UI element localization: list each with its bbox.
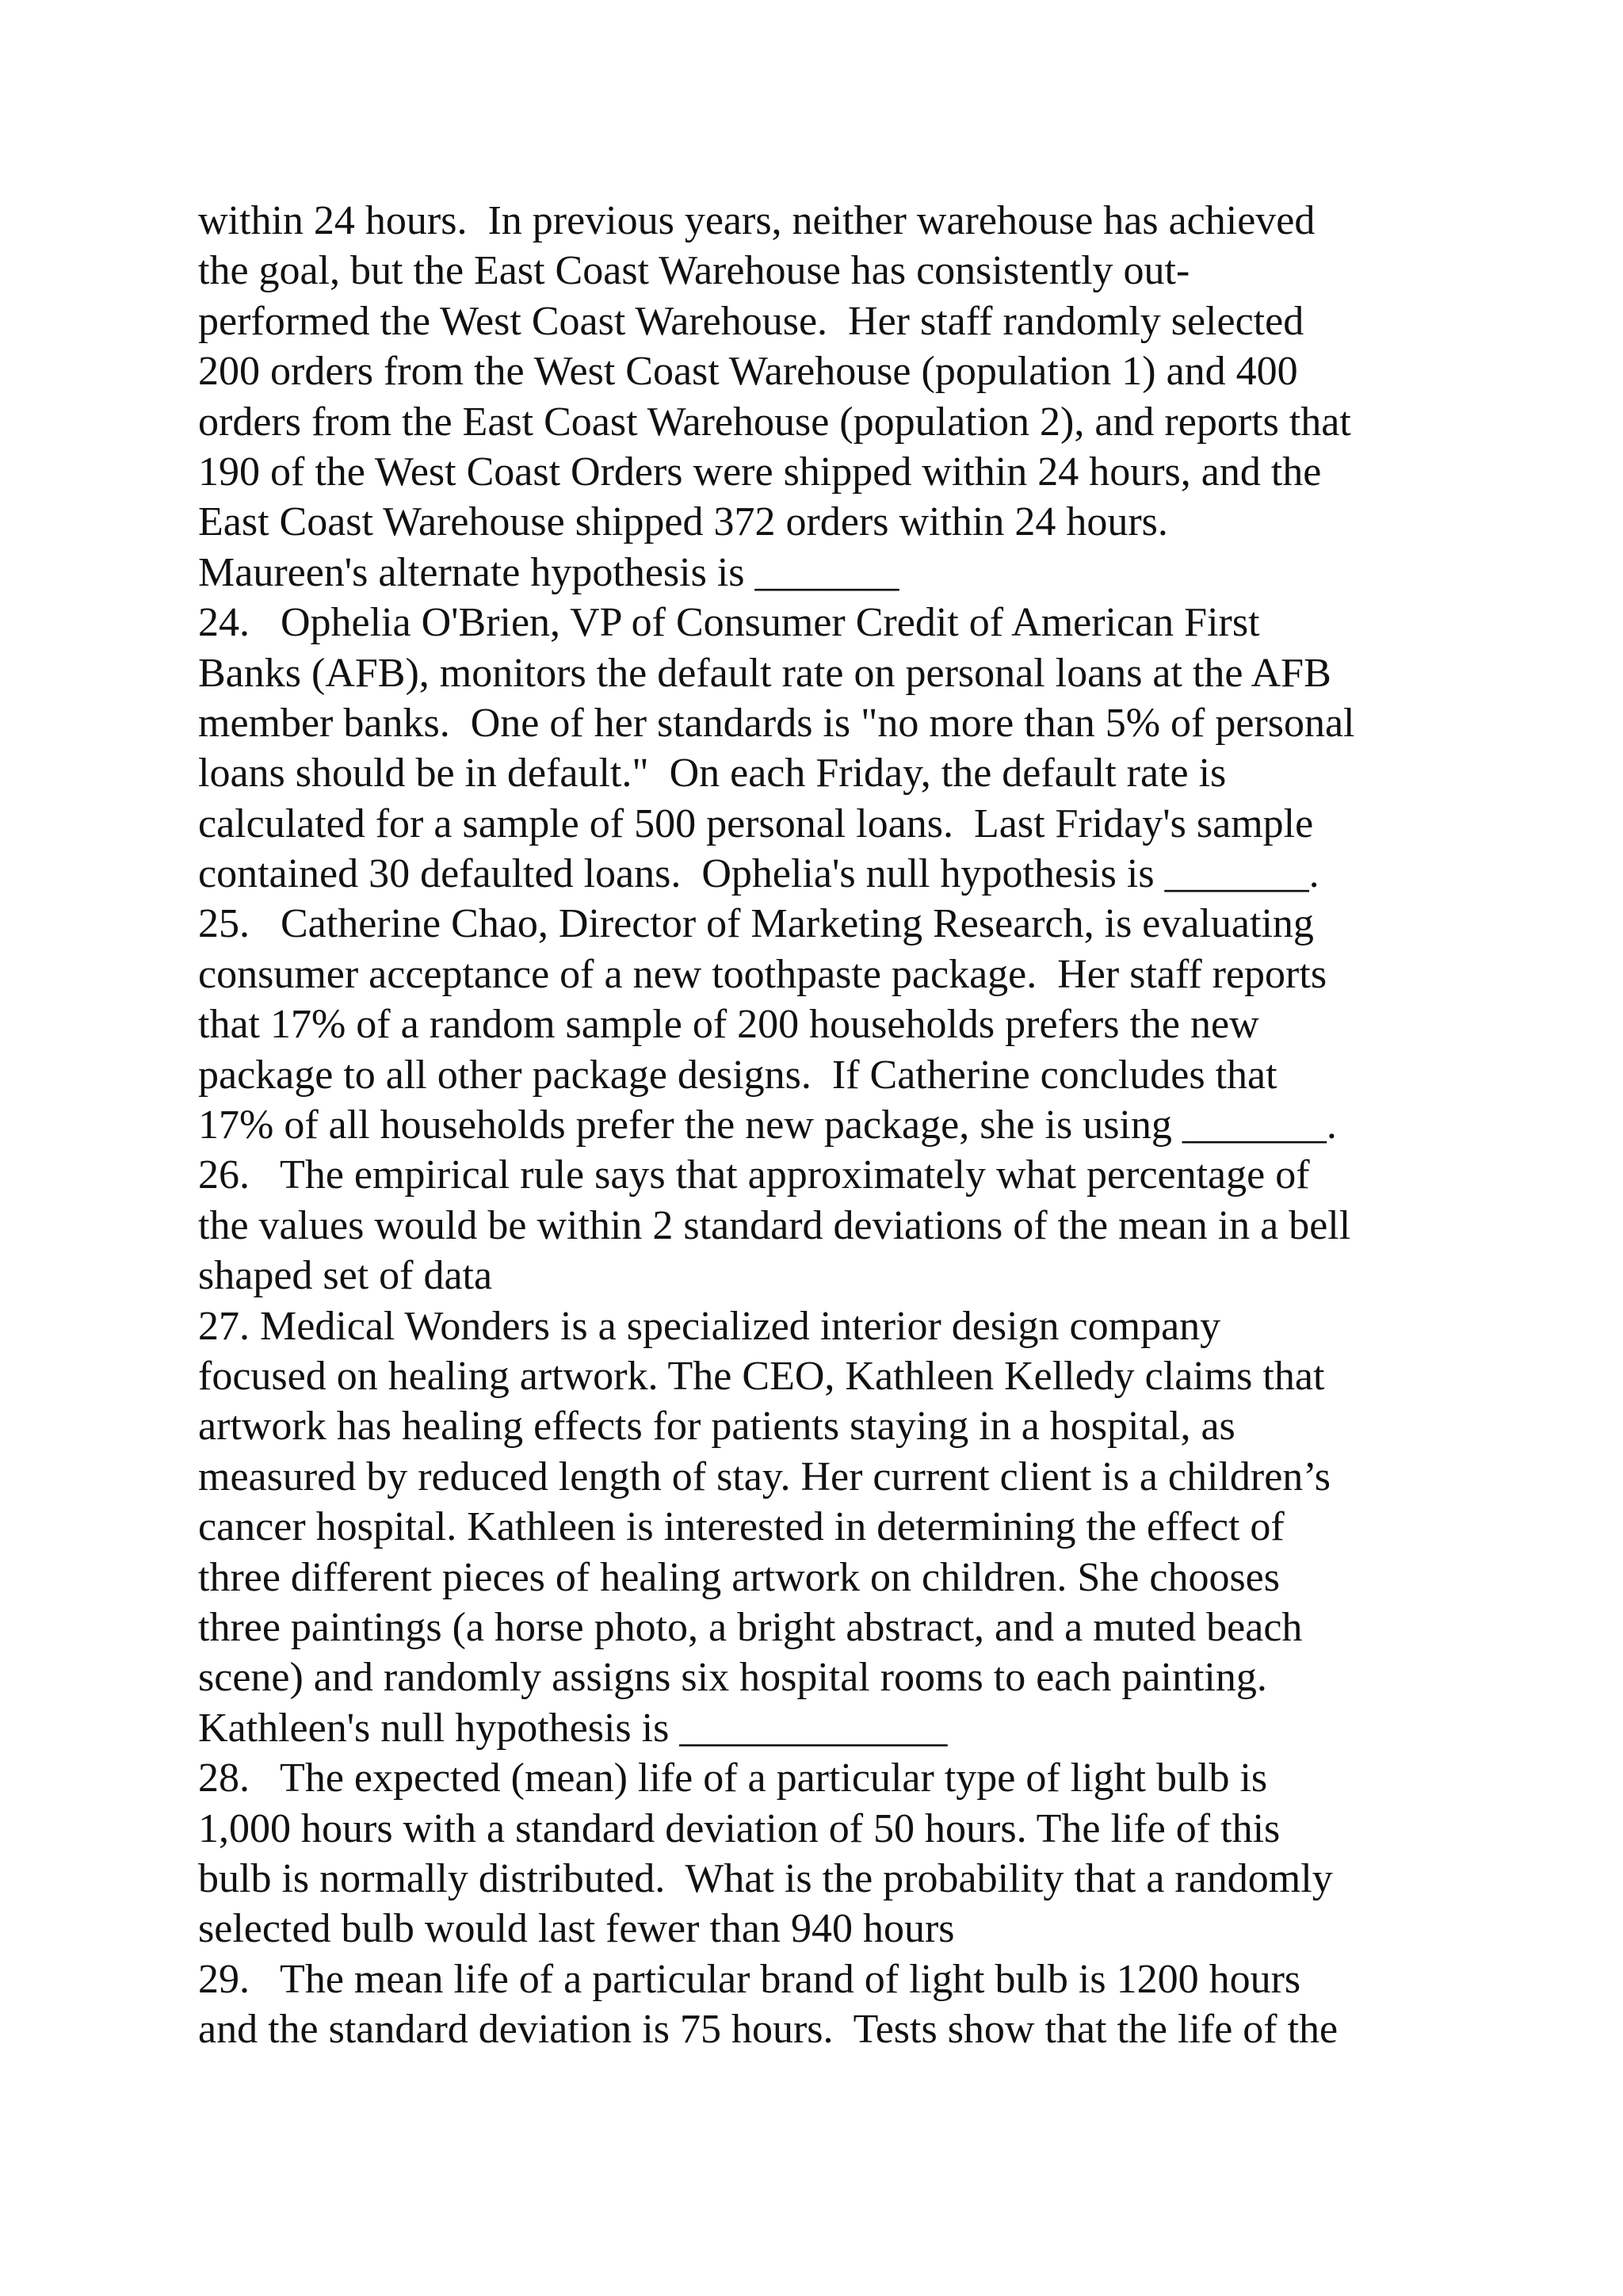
text-line: calculated for a sample of 500 personal loans. Last Friday's sample: [198, 800, 1314, 846]
text-line: 190 of the West Coast Orders were shipped within 24 hours, and the: [198, 449, 1322, 495]
text-line: within 24 hours. In previous years, neither warehouse has achieved: [198, 198, 1316, 243]
question-26-start: 26. The empirical rule says that approximately what percentage of: [198, 1152, 1310, 1198]
text-line: that 17% of a random sample of 200 households prefers the new: [198, 1002, 1259, 1048]
text-line: Maureen's alternate hypothesis is _______: [198, 549, 899, 595]
text-line: the goal, but the East Coast Warehouse has consistently out-: [198, 248, 1190, 294]
text-line: measured by reduced length of stay. Her current client is a children’s: [198, 1454, 1331, 1499]
text-line: focused on healing artwork. The CEO, Kathleen Kelledy claims that: [198, 1353, 1325, 1399]
text-line: orders from the East Coast Warehouse (population 2), and reports that: [198, 399, 1351, 445]
text-line: selected bulb would last fewer than 940 hours: [198, 1906, 955, 1952]
question-25-start: 25. Catherine Chao, Director of Marketing Research, is evaluating: [198, 901, 1314, 947]
text-line: 17% of all households prefer the new package, she is using _______.: [198, 1102, 1337, 1148]
text-line: 1,000 hours with a standard deviation of 50 hours. The life of this: [198, 1805, 1281, 1851]
text-line: the values would be within 2 standard deviations of the mean in a bell: [198, 1202, 1351, 1248]
text-line: Kathleen's null hypothesis is _____________: [198, 1705, 948, 1751]
text-line: shaped set of data: [198, 1253, 493, 1299]
text-line: cancer hospital. Kathleen is interested in determining the effect of: [198, 1504, 1285, 1550]
text-line: East Coast Warehouse shipped 372 orders within 24 hours.: [198, 499, 1168, 545]
question-24-start: 24. Ophelia O'Brien, VP of Consumer Credit of American First: [198, 600, 1260, 646]
text-line: Banks (AFB), monitors the default rate on personal loans at the AFB: [198, 650, 1331, 696]
text-line: artwork has healing effects for patients staying in a hospital, as: [198, 1404, 1235, 1450]
text-line: three paintings (a horse photo, a bright abstract, and a muted beach: [198, 1604, 1303, 1650]
text-line: consumer acceptance of a new toothpaste package. Her staff reports: [198, 951, 1327, 997]
text-line: performed the West Coast Warehouse. Her staff randomly selected: [198, 298, 1304, 344]
text-line: package to all other package designs. If Catherine concludes that: [198, 1052, 1277, 1098]
text-line: loans should be in default." On each Friday, the default rate is: [198, 751, 1227, 797]
question-29-start: 29. The mean life of a particular brand of light bulb is 1200 hours: [198, 1956, 1301, 2002]
text-line: and the standard deviation is 75 hours. Tests show that the life of the: [198, 2007, 1338, 2053]
text-line: bulb is normally distributed. What is the probability that a randomly: [198, 1855, 1333, 1901]
text-line: contained 30 defaulted loans. Ophelia's null hypothesis is _______.: [198, 851, 1319, 897]
question-27-start: 27. Medical Wonders is a specialized interior design company: [198, 1303, 1221, 1349]
text-line: member banks. One of her standards is "no more than 5% of personal: [198, 700, 1355, 746]
text-line: three different pieces of healing artwork on children. She chooses: [198, 1554, 1280, 1600]
text-line: 200 orders from the West Coast Warehouse (population 1) and 400: [198, 349, 1298, 395]
question-28-start: 28. The expected (mean) life of a particular type of light bulb is: [198, 1755, 1268, 1801]
body-text: [198, 196, 1506, 2054]
text-line: scene) and randomly assigns six hospital rooms to each painting.: [198, 1655, 1267, 1701]
